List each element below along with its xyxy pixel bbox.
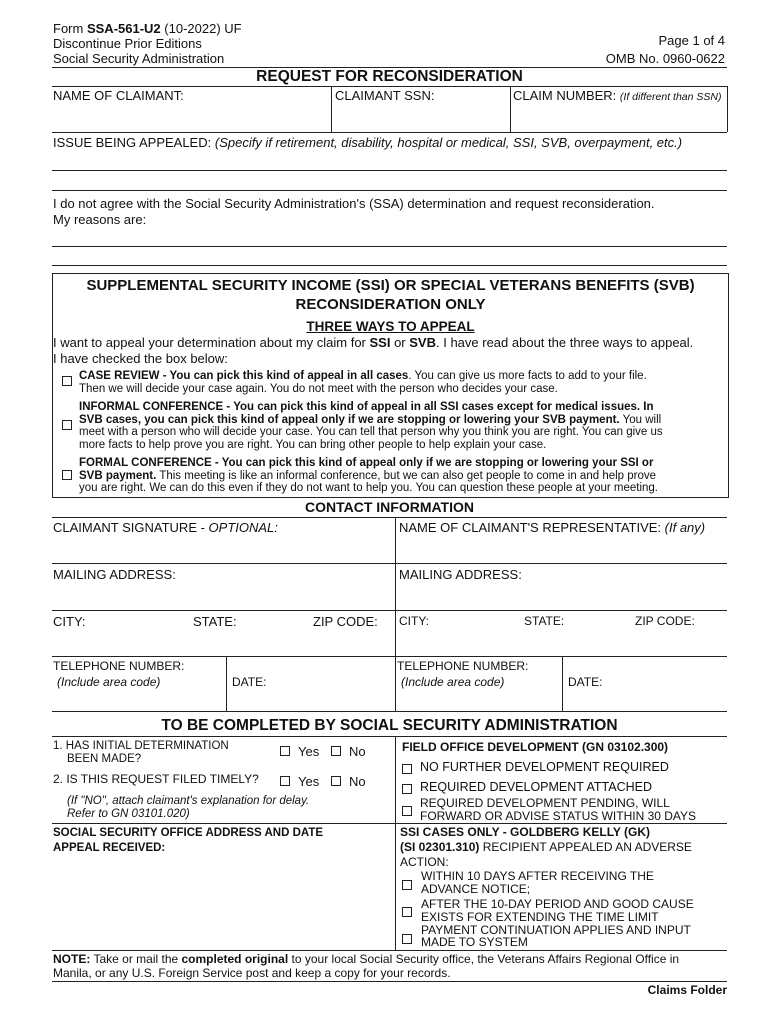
claims-folder-footer: Claims Folder <box>647 983 727 997</box>
divider <box>52 86 727 87</box>
office-address-label <box>53 826 323 856</box>
intro-svb: SVB <box>409 335 436 350</box>
gk-within-10-2: ADVANCE NOTICE; <box>421 881 531 896</box>
formal-conference-option <box>79 457 658 495</box>
issue-label <box>53 135 682 150</box>
formal-svb-tail: This meeting is like an informal conference, but we can also get people to come in and help prove <box>156 469 657 482</box>
three-ways-heading: THREE WAYS TO APPEAL <box>306 319 475 334</box>
rep-city-label: CITY: <box>399 614 430 628</box>
rep-phone-field[interactable] <box>396 691 561 710</box>
gk-after-10-label <box>421 898 694 923</box>
note-label: NOTE: <box>53 952 91 966</box>
q2-no-label: No <box>349 774 366 789</box>
q1-yes-checkbox[interactable] <box>280 746 290 756</box>
ssa-heading: TO BE COMPLETED BY SOCIAL SECURITY ADMINISTRATION <box>161 717 618 734</box>
note-text-d: Manila, or any U.S. Foreign Service post and keep a copy for your records. <box>53 966 451 980</box>
signature-label <box>53 520 278 535</box>
rep-date-label: DATE: <box>568 675 603 689</box>
divider <box>727 86 728 132</box>
formal-title: FORMAL CONFERENCE - You can pick this kind of appeal only if we are stopping or lowering your SSI or <box>79 457 654 469</box>
divider <box>52 736 727 737</box>
informal-conference-option <box>79 401 663 451</box>
note-text-a: Take or mail the <box>90 952 182 966</box>
delay-note <box>67 795 309 820</box>
ssi-subtitle: RECONSIDERATION ONLY <box>295 296 486 313</box>
dev-attached-checkbox[interactable] <box>402 784 412 794</box>
no-further-dev-checkbox[interactable] <box>402 764 412 774</box>
claim-number-field[interactable] <box>511 104 726 131</box>
informal-svb: SVB cases, you can pick this kind of appeal only if we are stopping or lowering your SVB payment. <box>79 413 620 426</box>
rep-mailing-address-label: MAILING ADDRESS: <box>399 567 522 582</box>
gk-after-10-1: AFTER THE 10-DAY PERIOD AND GOOD CAUSE <box>421 897 694 911</box>
gk-ref-tail: RECIPIENT APPEALED AN ADVERSE <box>479 840 692 854</box>
representative-field[interactable] <box>396 536 727 562</box>
rep-state-label: STATE: <box>524 614 565 628</box>
dev-attached-label: REQUIRED DEVELOPMENT ATTACHED <box>420 780 652 794</box>
office-address-field[interactable] <box>52 858 394 948</box>
gk-payment-cont-label <box>421 925 691 948</box>
case-review-title: CASE REVIEW - You can pick this kind of appeal in all cases <box>79 370 409 382</box>
form-id: SSA-561-U2 <box>86 21 161 36</box>
divider <box>52 563 727 564</box>
delay-note-1: (If "NO", attach claimant's explanation for delay. <box>67 795 310 807</box>
gk-within-10-1: WITHIN 10 DAYS AFTER RECEIVING THE <box>421 869 654 883</box>
gk-payment-cont-2: MADE TO SYSTEM <box>421 934 528 949</box>
q1-no-checkbox[interactable] <box>331 746 341 756</box>
gk-within-10-label <box>421 870 654 895</box>
claim-number-label <box>513 88 721 103</box>
gk-payment-cont-1: PAYMENT CONTINUATION APPLIES AND INPUT <box>421 923 691 937</box>
q1-label <box>53 740 229 765</box>
writing-line <box>52 265 727 266</box>
claimant-city-state-zip-field[interactable] <box>52 630 394 654</box>
informal-desc-1: meet with a person who will decide your case. You can tell that person why you think you are right. You can give us <box>79 426 663 438</box>
agency-name: Social Security Administration <box>53 51 225 66</box>
gk-within-10-checkbox[interactable] <box>402 880 412 890</box>
rep-city-state-zip-field[interactable] <box>396 630 727 654</box>
rep-area-code-note: (Include area code) <box>401 675 505 689</box>
q2-label: 2. IS THIS REQUEST FILED TIMELY? <box>53 772 259 786</box>
zip-label: ZIP CODE: <box>313 614 378 629</box>
q1-yes-label: Yes <box>298 744 320 759</box>
checked-label: I have checked the box below: <box>53 351 228 366</box>
mailing-address-label: MAILING ADDRESS: <box>53 567 176 582</box>
rep-date-field[interactable] <box>563 691 727 710</box>
divider <box>52 610 727 611</box>
divider <box>52 823 395 824</box>
claimant-date-field[interactable] <box>227 691 394 710</box>
gk-after-10-2: EXISTS FOR EXTENDING THE TIME LIMIT <box>421 909 659 924</box>
claimant-ssn-label: CLAIMANT SSN: <box>335 88 435 103</box>
case-review-tail: . You can give us more facts to add to your file. <box>408 370 647 382</box>
informal-svb-tail: You will <box>619 413 662 426</box>
rep-zip-label: ZIP CODE: <box>635 614 695 628</box>
divider <box>52 656 727 657</box>
formal-svb: SVB payment. <box>79 469 157 482</box>
page-number: Page 1 of 4 <box>658 33 725 48</box>
omb-number: OMB No. 0960-0622 <box>605 51 725 66</box>
phone-label: TELEPHONE NUMBER: <box>53 659 185 673</box>
claimant-ssn-field[interactable] <box>332 104 509 131</box>
informal-desc-2: more facts to help prove you are right. You can bring other people to help explain your case. <box>79 438 547 451</box>
signature-optional: OPTIONAL: <box>208 520 278 535</box>
discontinue-note: Discontinue Prior Editions <box>53 36 202 51</box>
disagree-statement: I do not agree with the Social Security Administration's (SSA) determination and request reconsideration. <box>53 196 655 211</box>
issue-text: ISSUE BEING APPEALED: <box>53 135 212 150</box>
form-identifier <box>53 21 242 36</box>
claimant-phone-field[interactable] <box>52 691 225 710</box>
gk-heading: SSI CASES ONLY - GOLDBERG KELLY (GK) <box>400 825 651 839</box>
intro-or: or <box>390 335 410 350</box>
office-address-1: SOCIAL SECURITY OFFICE ADDRESS AND DATE <box>53 827 324 839</box>
form-edition: (10-2022) UF <box>164 21 242 36</box>
representative-label <box>399 520 705 535</box>
divider <box>52 517 727 518</box>
signature-text: CLAIMANT SIGNATURE - <box>53 520 209 535</box>
q2-yes-label: Yes <box>298 774 320 789</box>
divider <box>395 736 396 950</box>
note-text-c: to your local Social Security office, the Veterans Affairs Regional Office in <box>288 952 680 966</box>
writing-line <box>52 170 727 171</box>
writing-line <box>52 246 727 247</box>
note-block <box>53 952 679 980</box>
gk-ref-line <box>400 840 692 854</box>
case-review-checkbox[interactable] <box>62 376 72 386</box>
gk-action-label: ACTION: <box>400 855 449 869</box>
informal-title: INFORMAL CONFERENCE - You can pick this kind of appeal in all SSI cases except for medical issues. In <box>79 401 654 413</box>
case-review-option <box>79 370 647 395</box>
claimant-mailing-address-field[interactable] <box>52 583 394 609</box>
divider <box>52 950 727 951</box>
gk-after-10-checkbox[interactable] <box>402 907 412 917</box>
dev-pending-1: REQUIRED DEVELOPMENT PENDING, WILL <box>420 796 670 810</box>
rep-phone-label: TELEPHONE NUMBER: <box>397 659 529 673</box>
claim-number-text: CLAIM NUMBER: <box>513 88 617 103</box>
form-title: REQUEST FOR RECONSIDERATION <box>256 68 523 85</box>
appeal-intro <box>53 335 693 350</box>
city-label: CITY: <box>53 614 86 629</box>
area-code-note: (Include area code) <box>57 675 161 689</box>
q1-text-2: BEEN MADE? <box>67 752 142 765</box>
gk-payment-cont-checkbox[interactable] <box>402 934 412 944</box>
case-review-desc: Then we will decide your case again. You do not meet with the person who decides your case. <box>79 382 558 395</box>
form-prefix: Form <box>53 21 84 36</box>
no-further-dev-label: NO FURTHER DEVELOPMENT REQUIRED <box>420 760 669 774</box>
divider <box>52 981 727 982</box>
writing-line <box>52 190 727 191</box>
delay-note-2: Refer to GN 03101.020) <box>67 807 190 820</box>
dev-pending-2: FORWARD OR ADVISE STATUS WITHIN 30 DAYS <box>420 808 697 823</box>
dev-pending-checkbox[interactable] <box>402 806 412 816</box>
intro-tail: . I have read about the three ways to appeal. <box>436 335 694 350</box>
claim-number-note: (If different than SSN) <box>619 91 722 103</box>
q1-text-1: 1. HAS INITIAL DETERMINATION <box>53 740 229 752</box>
date-label: DATE: <box>232 675 267 689</box>
ssi-title: SUPPLEMENTAL SECURITY INCOME (SSI) OR SPECIAL VETERANS BENEFITS (SVB) <box>86 277 695 294</box>
intro-text: I want to appeal your determination about my claim for <box>53 335 370 350</box>
formal-desc: you are right. We can do this even if they do not want to help you. You can question these people at your meeting. <box>79 482 659 494</box>
claimant-name-label: NAME OF CLAIMANT: <box>53 88 184 103</box>
informal-conference-checkbox[interactable] <box>62 420 72 430</box>
reasons-field[interactable] <box>52 228 727 266</box>
q2-no-checkbox[interactable] <box>331 776 341 786</box>
office-address-2: APPEAL RECEIVED: <box>53 842 166 854</box>
divider <box>52 711 727 712</box>
representative-text: NAME OF CLAIMANT'S REPRESENTATIVE: <box>399 520 665 535</box>
intro-ssi: SSI <box>369 335 391 350</box>
representative-optional: (If any) <box>664 520 706 535</box>
state-label: STATE: <box>193 614 237 629</box>
note-text-b: completed original <box>181 952 289 966</box>
rep-mailing-address-field[interactable] <box>396 583 727 609</box>
claimant-name-field[interactable] <box>52 104 330 131</box>
divider <box>52 132 727 133</box>
dev-pending-label <box>420 797 696 822</box>
gk-ref: (SI 02301.310) <box>400 840 480 854</box>
reasons-label: My reasons are: <box>53 212 147 227</box>
q1-no-label: No <box>349 744 366 759</box>
contact-heading: CONTACT INFORMATION <box>304 499 474 515</box>
signature-field[interactable] <box>52 536 394 562</box>
issue-field[interactable] <box>52 151 727 191</box>
q2-yes-checkbox[interactable] <box>280 776 290 786</box>
issue-note: (Specify if retirement, disability, hospital or medical, SSI, SVB, overpayment, etc.) <box>214 135 683 150</box>
divider <box>395 823 727 824</box>
fod-heading: FIELD OFFICE DEVELOPMENT (GN 03102.300) <box>402 740 669 754</box>
formal-conference-checkbox[interactable] <box>62 470 72 480</box>
